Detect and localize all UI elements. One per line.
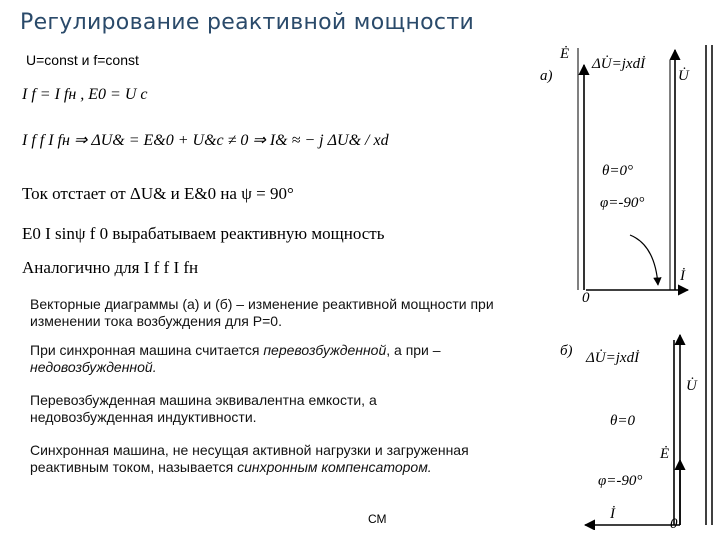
label-a-U: U̇ xyxy=(678,68,689,84)
label-a-I: İ xyxy=(680,268,685,284)
label-b-I: İ xyxy=(610,506,615,522)
label-b-phi: φ=-90° xyxy=(598,473,643,489)
formula-nominal: I f = I fн , E0 = U c xyxy=(22,86,148,103)
label-a-dU: ΔU̇=jxdİ xyxy=(592,56,646,72)
label-b-origin: 0 xyxy=(670,516,678,530)
page-title: Регулирование реактивной мощности xyxy=(20,10,475,35)
formula-overexcited: I f f I fн ⇒ ΔU& = E&0 + U&c ≠ 0 ⇒ I& ≈ − j ΔU& / xd xyxy=(22,132,389,149)
label-a-theta: θ=0° xyxy=(602,163,633,179)
lag-text: Ток отстает от ΔU& и E&0 на ψ = 90° xyxy=(22,184,294,203)
angle-a-phi xyxy=(630,235,658,285)
diagram-b-label: б) xyxy=(560,343,573,359)
diagram-a-label: а) xyxy=(540,68,553,84)
label-a-phi: φ=-90° xyxy=(600,195,645,211)
label-a-origin: 0 xyxy=(582,290,590,306)
paragraph-compensator xyxy=(30,442,500,476)
para2-prefix: При синхронная машина считается xyxy=(30,342,264,358)
paragraph-equivalence: Перевозбужденная машина эквивалентна емкости, а недовозбужденная индуктивности. xyxy=(30,392,377,425)
para2-em1: перевозбужденной xyxy=(263,342,387,358)
vector-diagrams xyxy=(520,40,720,530)
label-b-E: Ė xyxy=(660,446,670,462)
similarly-text: Аналогично для I f f I fн xyxy=(22,258,199,277)
para4-prefix: Синхронная машина, не несущая активной нагрузки и загруженная реактивным током, называется xyxy=(30,442,469,475)
label-b-theta: θ=0 xyxy=(610,413,635,429)
condition-text: U=const и f=const xyxy=(26,52,139,68)
paragraph-vector-diagrams: Векторные диаграммы (а) и (б) – изменение реактивной мощности при изменении тока возбуждения для P=0. xyxy=(30,296,494,329)
reactive-power-text: E0 I sinψ f 0 вырабатываем реактивную мощность xyxy=(22,224,385,243)
label-b-dU: ΔU̇=jxdİ xyxy=(586,350,640,366)
footer-label: СМ xyxy=(368,512,387,526)
para4-em: синхронным компенсатором. xyxy=(237,459,432,475)
para2-mid: , а при – xyxy=(386,342,441,358)
label-a-E: Ė xyxy=(560,46,570,62)
label-b-U: U̇ xyxy=(686,378,697,394)
para2-em2: недовозбужденной. xyxy=(30,359,157,375)
paragraph-excitation xyxy=(30,342,500,376)
